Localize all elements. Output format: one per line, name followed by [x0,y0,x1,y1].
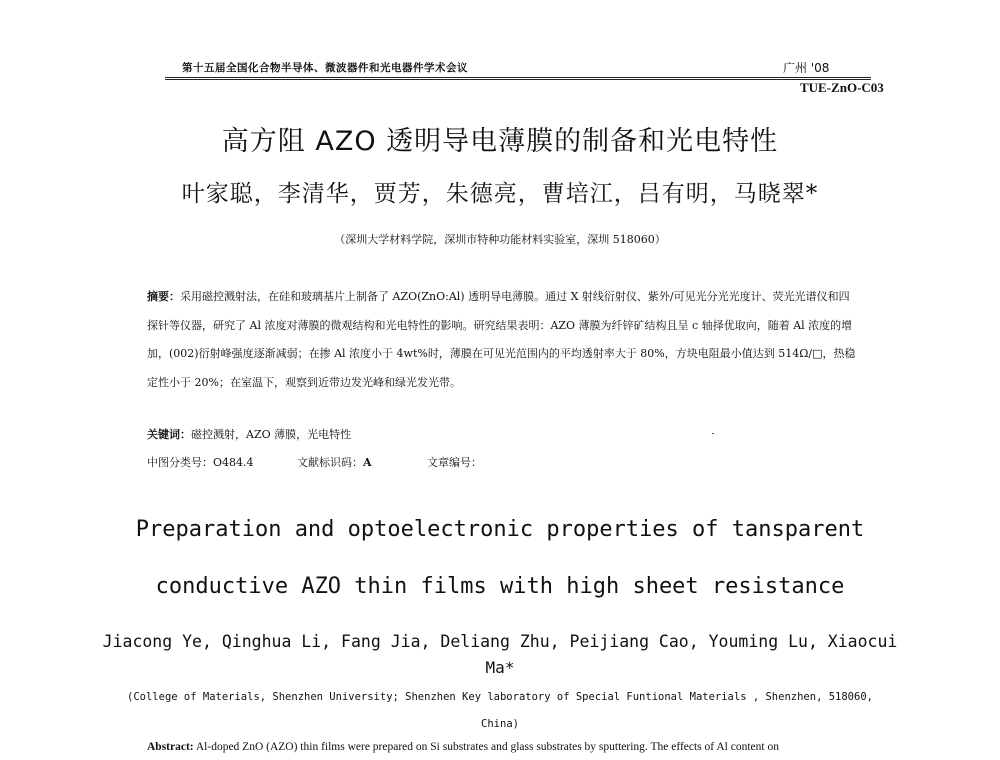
header-conference: 第十五届全国化合物半导体、微波器件和光电器件学术会议 [182,62,468,74]
keywords-label: 关键词： [147,428,191,441]
title-english-line2: conductive AZO thin films with high sheet resistance [155,574,845,599]
abstract-chinese-label: 摘要： [147,290,180,303]
title-english-line1: Preparation and optoelectronic properties of tansparent [135,517,865,542]
stray-mark [712,433,714,434]
doc-code-value: A [363,456,372,469]
abstract-chinese [147,283,859,397]
keywords [147,426,351,442]
affiliation-english-line2: China) [481,718,519,730]
clc-label: 中图分类号： [147,456,213,469]
keywords-text: 磁控溅射，AZO 薄膜，光电特性 [191,428,352,441]
affiliation-chinese: （深圳大学材料学院，深圳市特种功能材料实验室，深圳 518060） [334,233,666,246]
abstract-english [147,741,779,753]
abstract-english-label: Abstract: [147,741,194,753]
title-chinese: 高方阻 AZO 透明导电薄膜的制备和光电特性 [221,126,779,157]
paper-code: TUE-ZnO-C03 [800,80,884,95]
abstract-english-text: Al-doped ZnO (AZO) thin films were prepared on Si substrates and glass substrates by sputtering. The effects of Al content on [193,741,779,753]
authors-english-line2: Ma* [485,658,515,677]
authors-chinese: 叶家聪，李清华，贾芳，朱德亮，曹培江，吕有明，马晓翠* [181,181,819,207]
header-location-year: 广州 '08 [783,61,830,75]
clc-value: O484.4 [213,456,254,469]
doc-code-label: 文献标识码： [297,456,363,469]
classification-line [147,454,482,470]
article-no-label: 文章编号： [427,456,482,469]
abstract-chinese-text: 采用磁控溅射法，在硅和玻璃基片上制备了 AZO(ZnO:Al) 透明导电薄膜。通过 X 射线衍射仪、紫外/可见光分光光度计、荧光光谱仪和四探针等仪器，研究了 Al 浓度对薄膜的微观结构和光电特性的影响。研究结果表明：AZO 薄膜为纤锌矿结构且呈 c 轴择优取向，随着 Al 浓度的增加，(002)衍射峰强度逐渐减弱；在掺 Al 浓度小于 4wt%时，薄膜在可见光范围内的平均透射率大于 80%，方块电阻最小值达到 514Ω/□，热稳定性小于 20%；在室温下，观察到近带边发光峰和绿光发光带。 [147,290,856,389]
authors-english-line1: Jiacong Ye, Qinghua Li, Fang Jia, Deliang Zhu, Peijiang Cao, Youming Lu, Xiaocui [102,632,898,651]
header-rule-top [165,77,871,78]
affiliation-english-line1: (College of Materials, Shenzhen University; Shenzhen Key laboratory of Special Funtional Materials , Shenzhen, 518060, [127,691,873,703]
header-rule-bottom [165,79,871,80]
